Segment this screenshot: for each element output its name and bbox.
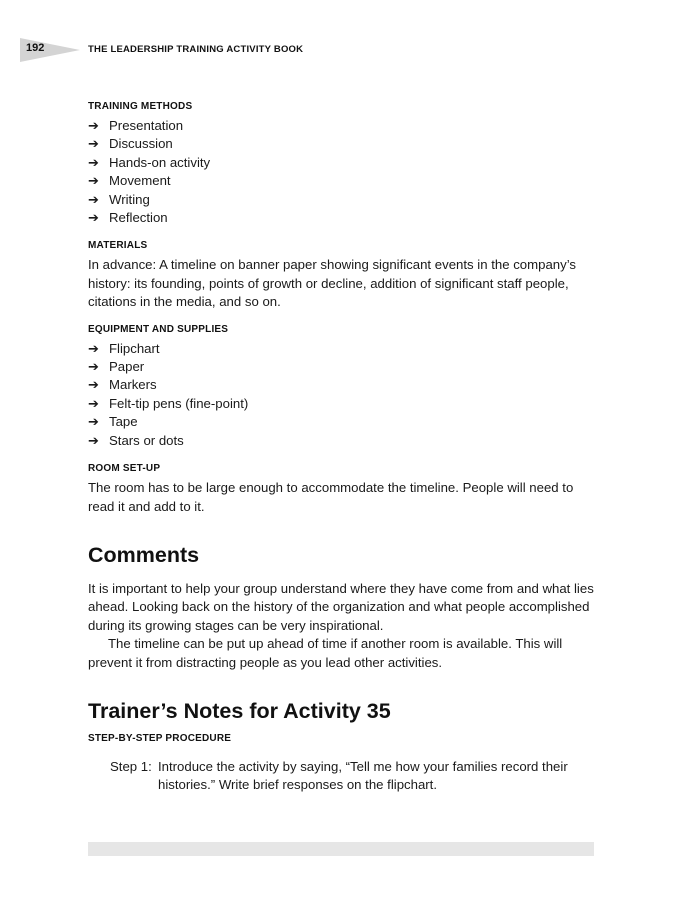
page-header [0,38,678,62]
arrow-right-icon: ➔ [88,136,99,152]
comments-paragraph: The timeline can be put up ahead of time if another room is available. This will prevent it from distracting people as you lead other activities. [88,636,563,670]
room-setup-text: The room has to be large enough to accommodate the timeline. People will need to read it and add to it. [88,480,574,514]
page-number: 192 [26,42,45,54]
arrow-right-icon: ➔ [88,414,99,430]
step-label: Step 1: [110,758,152,774]
list-item: ➔ Tape [88,413,594,431]
equipment-list [88,340,594,450]
equipment-heading: EQUIPMENT AND SUPPLIES [88,323,229,335]
arrow-right-icon: ➔ [88,191,99,207]
arrow-right-icon: ➔ [88,154,99,170]
list-item: ➔ Flipchart [88,340,594,358]
training-methods-list [88,117,594,227]
list-item: ➔ Presentation [88,117,594,135]
arrow-right-icon: ➔ [88,395,99,411]
footer-bar [88,842,594,856]
arrow-right-icon: ➔ [88,118,99,133]
list-item: ➔ Movement [88,172,594,190]
arrow-right-icon: ➔ [88,173,99,189]
training-methods-heading: TRAINING METHODS [88,101,193,112]
room-setup-heading: ROOM SET-UP [88,463,161,475]
page-content [88,100,594,795]
running-head: THE LEADERSHIP TRAINING ACTIVITY BOOK [88,44,304,55]
materials-heading: MATERIALS [88,240,148,252]
procedure-heading: STEP-BY-STEP PROCEDURE [88,732,232,744]
materials-text: In advance: A timeline on banner paper showing significant events in the company’s history: its founding, points of growth or decline, addition of significant staff people, citations in the media, and so on. [88,257,577,310]
list-item: ➔ Writing [88,191,594,209]
arrow-right-icon: ➔ [88,340,99,356]
comments-paragraph: It is important to help your group understand where they have come from and what lies ahead. Looking back on the history of the organization and what people accomplished during its growing stages can be very inspirational. [88,580,594,633]
arrow-right-icon: ➔ [88,432,99,448]
arrow-right-icon: ➔ [88,359,99,375]
list-item: ➔ Markers [88,376,594,394]
list-item: ➔ Felt-tip pens (fine-point) [88,395,594,413]
arrow-right-icon: ➔ [88,210,99,226]
list-item: ➔ Hands-on activity [88,154,594,172]
comments-heading: Comments [88,542,200,567]
list-item: ➔ Stars or dots [88,432,594,450]
list-item: ➔ Paper [88,358,594,376]
list-item: ➔ Reflection [88,209,594,227]
step-text: Introduce the activity by saying, “Tell me how your families record their histories.” Write brief responses on the flipchart. [158,758,568,793]
trainers-notes-heading: Trainer’s Notes for Activity 35 [88,698,391,723]
arrow-right-icon: ➔ [88,377,99,393]
procedure-step [88,758,594,795]
list-item: ➔ Discussion [88,135,594,153]
